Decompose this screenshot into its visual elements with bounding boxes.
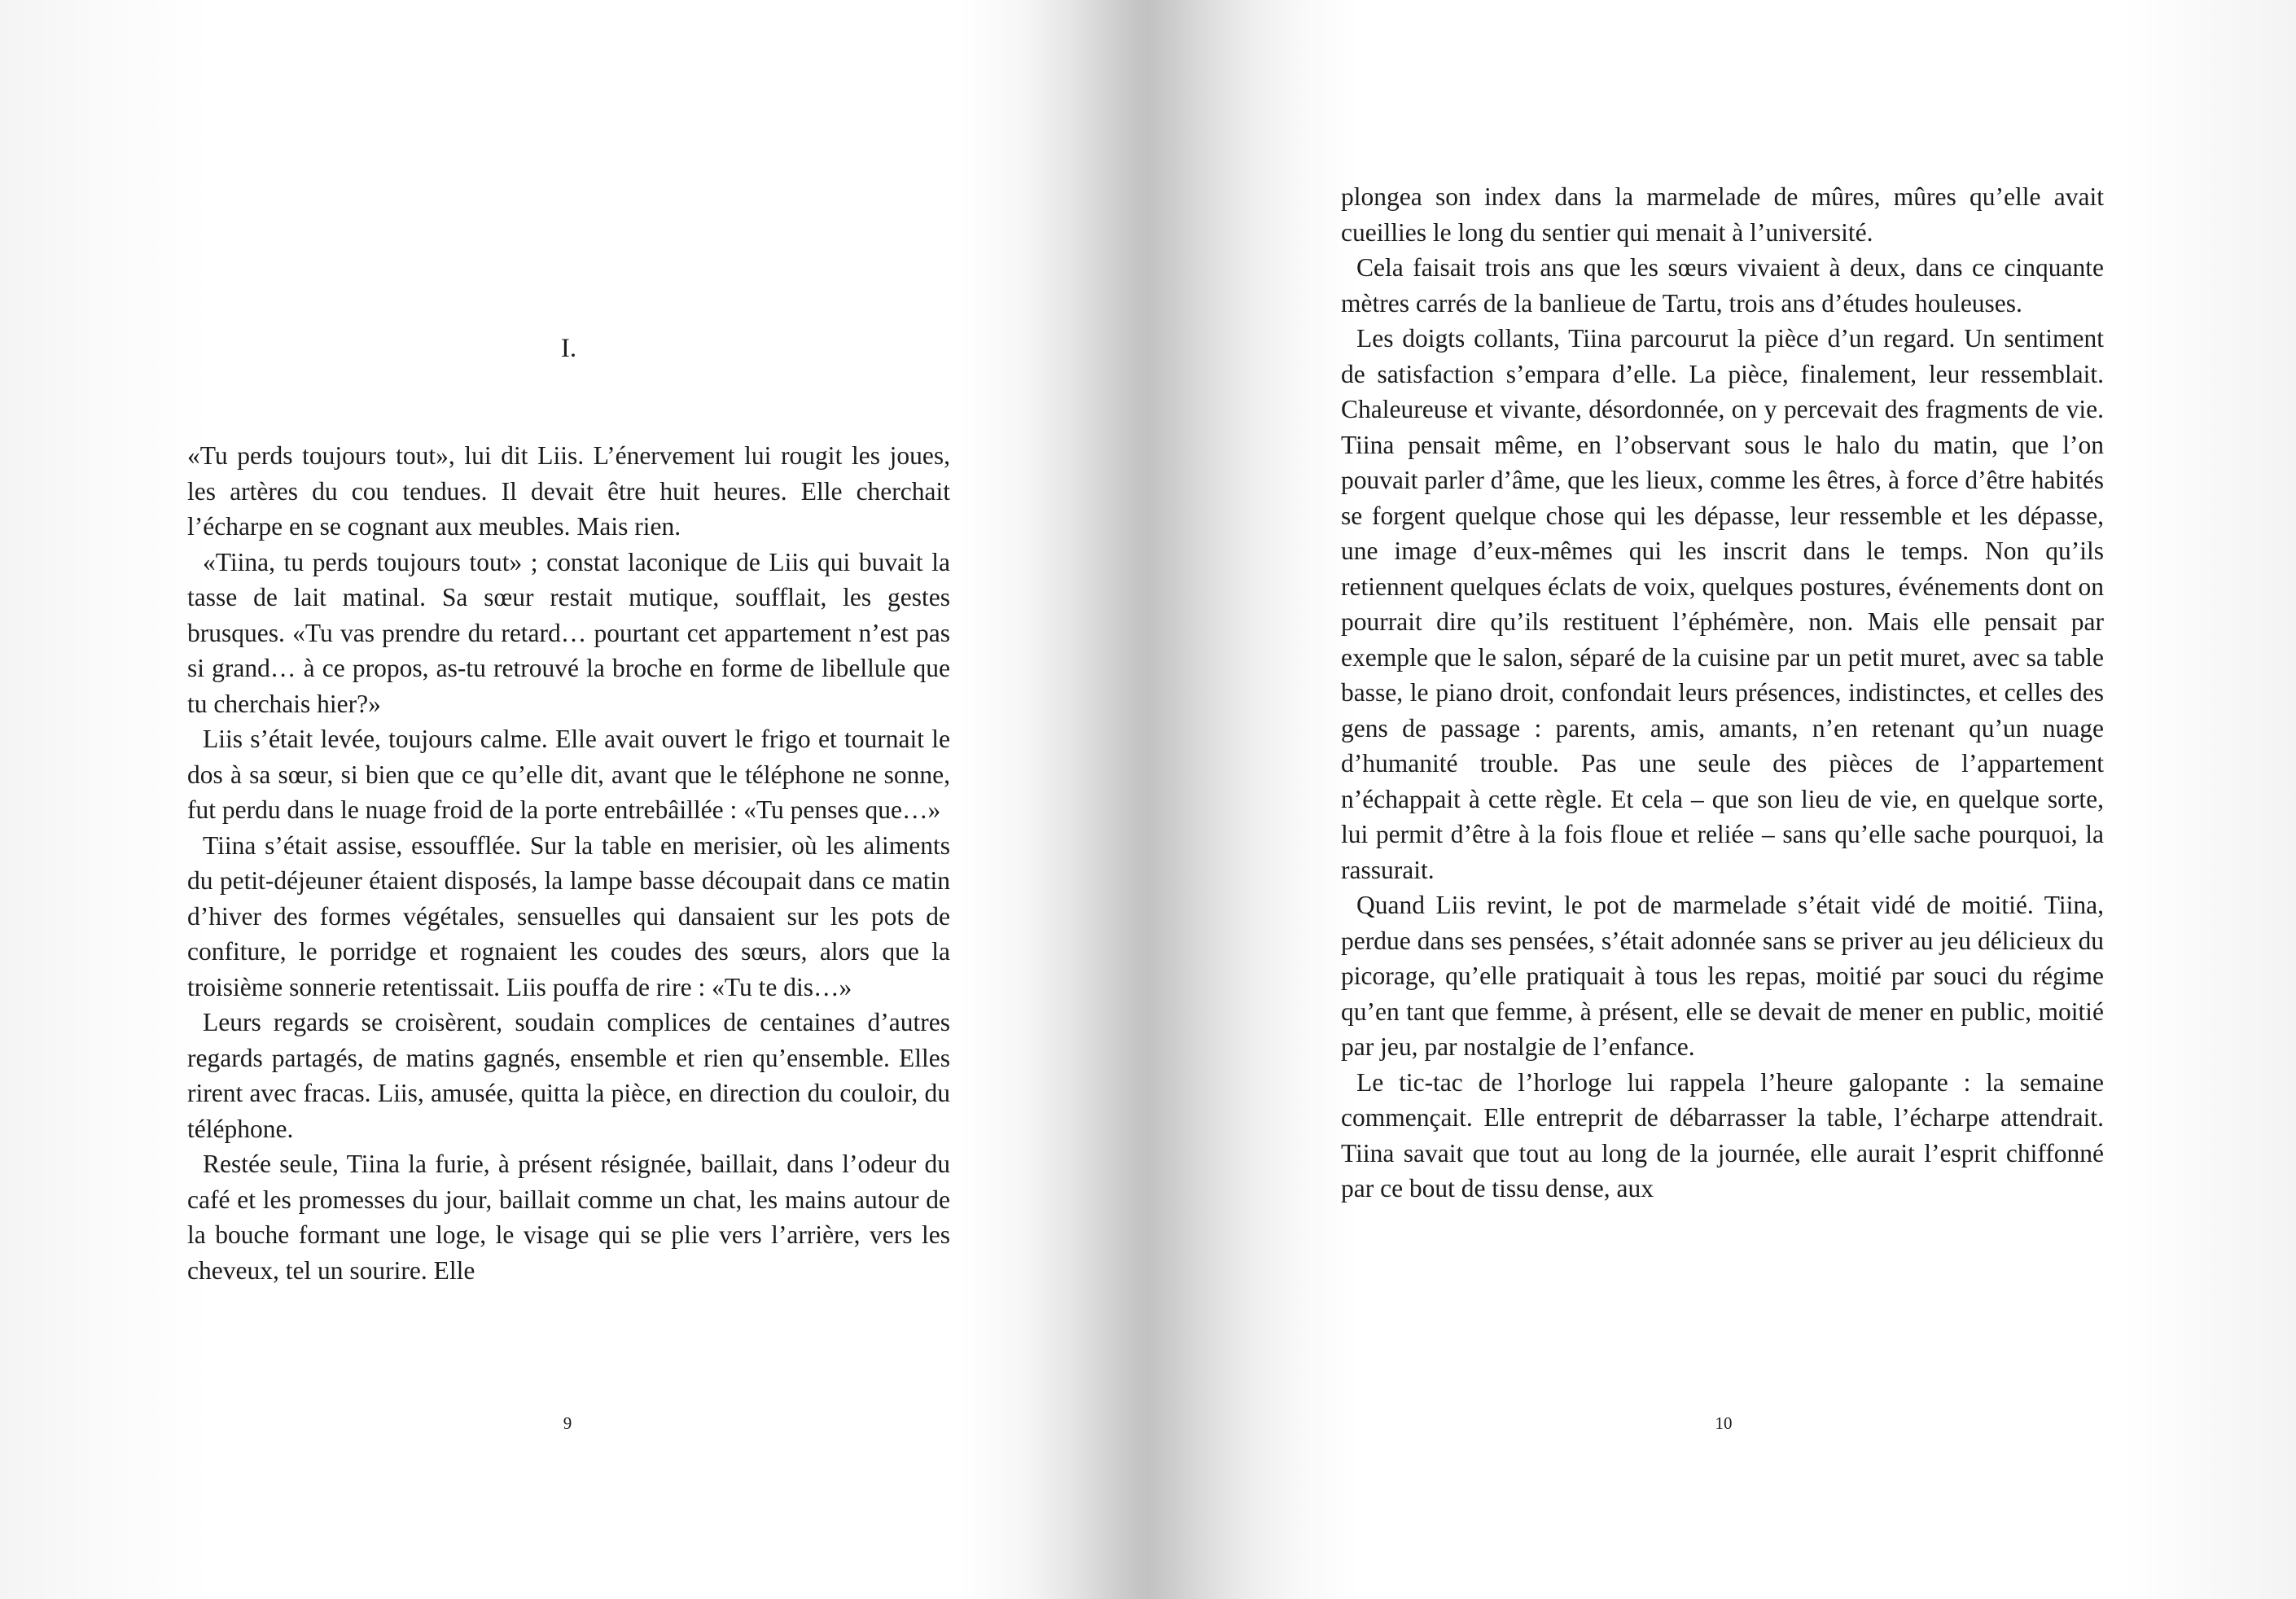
chapter-heading: I. — [560, 334, 577, 363]
paragraph: Liis s’était levée, toujours calme. Elle avait ouvert le frigo et tournait le dos à sa sœur, si bien que ce qu’elle dit, avant que le téléphone ne sonne, fut perdu dans le nuage froid de la porte entrebâillée : «Tu penses que…» — [187, 725, 950, 824]
paragraph: «Tu perds toujours tout», lui dit Liis. L’énervement lui rougit les joues, les artères du cou tendues. Il devait être huit heures. Elle cherchait l’écharpe en se cognant aux meubles. Mais rien. — [187, 441, 950, 541]
paragraph: plongea son index dans la marmelade de mûres, mûres qu’elle avait cueillies le long du sentier qui menait à l’université. — [1341, 182, 2104, 247]
paragraph: Tiina s’était assise, essoufflée. Sur la table en merisier, où les aliments du petit-déjeuner étaient disposés, la lampe basse découpait dans ce matin d’hiver des formes végétales, sensuelles qui dansaient sur les pots de confiture, le porridge et rognaient les coudes des sœurs, alors que la troisième sonnerie retentissait. Liis pouffa de rire : «Tu te dis…» — [187, 830, 950, 1001]
paragraph: Quand Liis revint, le pot de marmelade s’était vidé de moitié. Tiina, perdue dans ses pensées, s’était adonnée sans se priver au jeu délicieux du picorage, qu’elle pratiquait à tous les repas, moitié par souci du régime qu’en tant que femme, à présent, elle se devait de mener en public, moitié par jeu, par nostalgie de l’enfance. — [1341, 891, 2104, 1061]
paragraph: Leurs regards se croisèrent, soudain complices de centaines d’autres regards partagés, de matins gagnés, ensemble et rien qu’ensemble. Elles rirent avec fracas. Liis, amusée, quitta la pièce, en direction du couloir, du téléphone. — [187, 1008, 950, 1143]
paragraph: «Tiina, tu perds toujours tout» ; constat laconique de Liis qui buvait la tasse de lait matinal. Sa sœur restait mutique, soufflait, les gestes brusques. «Tu vas prendre du retard… pourtant cet appartement n’est pas si grand… à ce propos, as-tu retrouvé la broche en forme de libellule que tu cherchais hier?» — [187, 547, 950, 718]
paragraph: Les doigts collants, Tiina parcourut la pièce d’un regard. Un sentiment de satisfaction s’empara d’elle. La pièce, finalement, leur ressemblait. Chaleureuse et vivante, désordonnée, on y percevait des fragments de vie. Tiina pensait même, en l’observant sous le halo du matin, que l’on pouvait parler d’âme, que les lieux, comme les êtres, à force d’être habités se forgent quelque chose qui les dépasse, leur ressemble et les dépasse, une image d’eux-mêmes qui les inscrit dans le temps. Non qu’ils retiennent quelques éclats de voix, quelques postures, événements dont on pourrait dire qu’ils restituent l’éphémère, non. Mais elle pensait par exemple que le salon, séparé de la cuisine par un petit muret, avec sa table basse, le piano droit, confondait leurs présences, indistinctes, et celles des gens de passage : parents, amis, amants, n’en retenant qu’un nuage d’humanité trouble. Pas une seule des pièces de l’appartement n’échappait à cette règle. Et cela – que son lieu de vie, en quelque sorte, lui permit d’être à la fois floue et reliée – sans qu’elle sache pourquoi, la rassurait. — [1341, 324, 2104, 884]
left-page-body — [187, 438, 950, 1288]
page-number: 10 — [1715, 1413, 1733, 1433]
right-page-body — [1341, 179, 2104, 1207]
paragraph: Le tic-tac de l’horloge lui rappela l’heure galopante : la semaine commençait. Elle entreprit de débarrasser la table, l’écharpe attendrait. Tiina savait que tout au long de la journée, elle aurait l’esprit chiffonné par ce bout de tissu dense, aux — [1341, 1067, 2104, 1203]
paragraph: Restée seule, Tiina la furie, à présent résignée, baillait, dans l’odeur du café et les promesses du jour, baillait comme un chat, les mains autour de la bouche formant une loge, le visage qui se plie vers l’arrière, vers les cheveux, tel un sourire. Elle — [187, 1150, 950, 1285]
paragraph: Cela faisait trois ans que les sœurs vivaient à deux, dans ce cinquante mètres carrés de la banlieue de Tartu, trois ans d’études houleuses. — [1341, 253, 2104, 318]
page-number: 9 — [563, 1413, 572, 1433]
